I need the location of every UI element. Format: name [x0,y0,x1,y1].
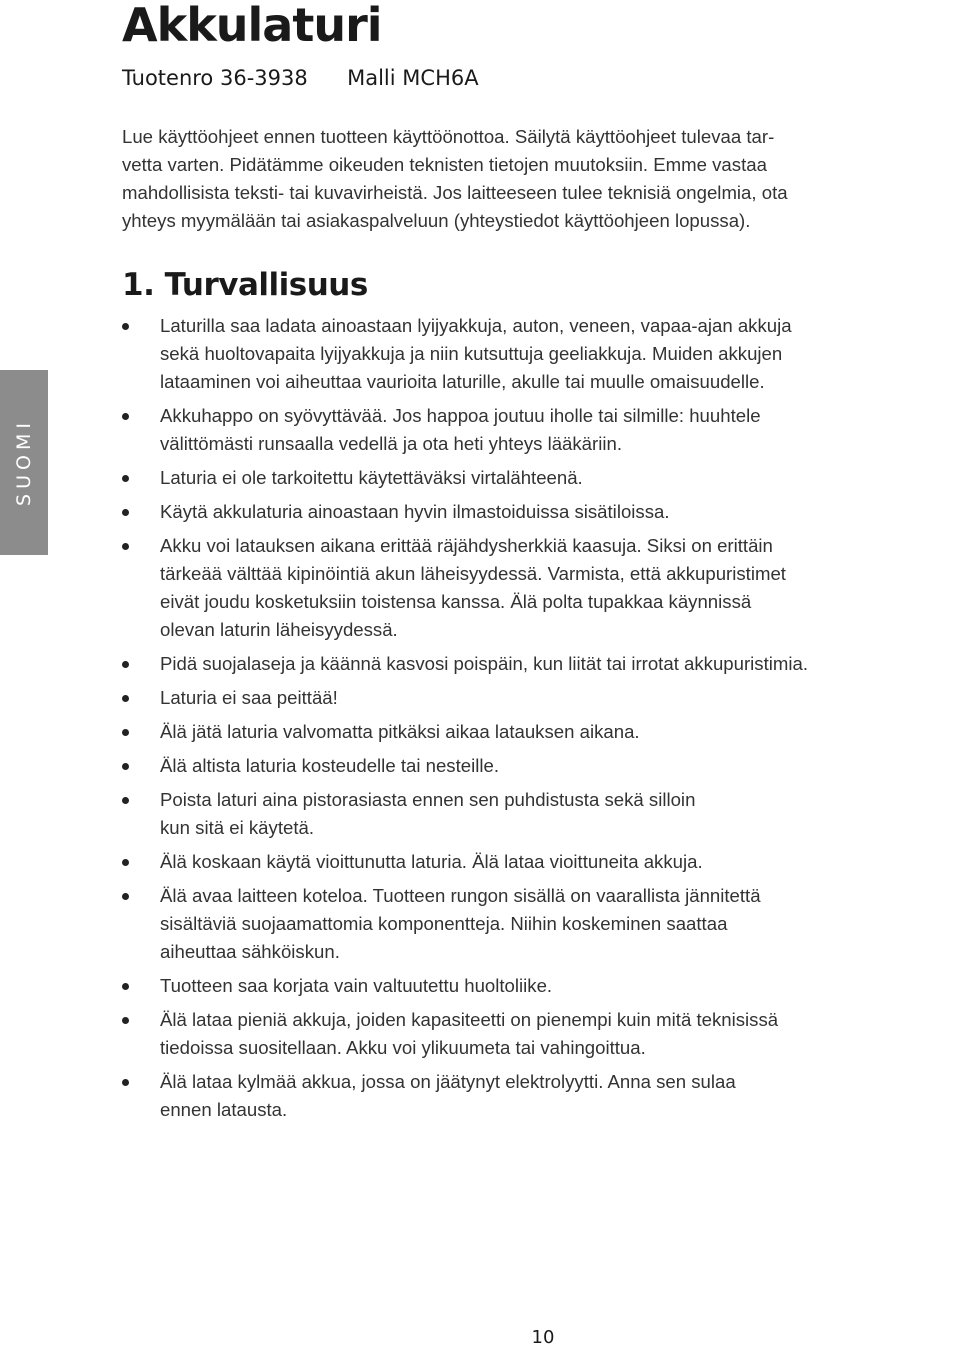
intro-paragraph [122,123,942,235]
bullet-text-line: Älä altista laturia kosteudelle tai nesteille. [160,755,500,776]
model-number: MCH6A [402,66,479,90]
language-tab [0,370,48,555]
safety-bullet-item [122,684,960,712]
bullet-text-line: Älä koskaan käytä vioittunutta laturia. Älä lataa vioittuneita akkuja. [160,851,703,872]
intro-line: Lue käyttöohjeet ennen tuotteen käyttöönottoa. Säilytä käyttöohjeet tulevaa tar- [122,126,775,147]
bullet-text-line: Pidä suojalaseja ja käännä kasvosi poispäin, kun liität tai irrotat akkupuristimia. [160,653,809,674]
bullet-text-line: tiedoissa suositellaan. Akku voi ylikuumeta tai vahingoittua. [160,1037,646,1058]
safety-bullet-item [122,312,960,396]
product-number: 36-3938 [219,66,308,90]
bullet-dot-icon [122,1017,129,1024]
bullet-text-line: Käytä akkulaturia ainoastaan hyvin ilmastoiduissa sisätiloissa. [160,501,670,522]
bullet-dot-icon [122,543,129,550]
intro-line: yhteys myymälään tai asiakaspalveluun (yhteystiedot käyttöohjeen lopussa). [122,210,751,231]
bullet-text-line: eivät joudu kosketuksiin toistensa kanssa. Älä polta tupakkaa käynnissä [160,591,752,612]
bullet-text-line: kun sitä ei käytetä. [160,817,314,838]
safety-bullet-item [122,498,960,526]
bullet-dot-icon [122,695,129,702]
bullet-text-line: Älä lataa pieniä akkuja, joiden kapasiteetti on pienempi kuin mitä teknisissä [160,1009,779,1030]
bullet-dot-icon [122,1079,129,1086]
bullet-dot-icon [122,983,129,990]
bullet-dot-icon [122,323,129,330]
bullet-text-line: Älä jätä laturia valvomatta pitkäksi aikaa latauksen aikana. [160,721,640,742]
bullet-dot-icon [122,797,129,804]
bullet-text-line: Älä lataa kylmää akkua, jossa on jäätynyt elektrolyytti. Anna sen sulaa [160,1071,736,1092]
bullet-text-line: aiheuttaa sähköiskun. [160,941,340,962]
bullet-dot-icon [122,661,129,668]
safety-bullet-item [122,972,960,1000]
bullet-text-line: Poista laturi aina pistorasiasta ennen sen puhdistusta sekä silloin [160,789,696,810]
safety-bullet-item [122,1006,960,1062]
bullet-text-line: Laturia ei ole tarkoitettu käytettäväksi virtalähteenä. [160,467,583,488]
safety-bullet-item [122,848,960,876]
bullet-text-line: ennen latausta. [160,1099,288,1120]
language-tab-label: SUOMI [13,418,35,506]
bullet-text-line: olevan laturin läheisyydessä. [160,619,398,640]
page-number: 10 [531,1327,555,1348]
product-info [122,64,479,92]
safety-bullet-item [122,786,960,842]
model-label: Malli [347,66,396,90]
bullet-dot-icon [122,763,129,770]
bullet-text-line: Laturia ei saa peittää! [160,687,338,708]
section-heading: 1. Turvallisuus [122,267,368,303]
bullet-dot-icon [122,509,129,516]
bullet-dot-icon [122,859,129,866]
safety-bullet-item [122,882,960,966]
safety-bullet-item [122,532,960,644]
bullet-text-line: sekä huoltovapaita lyijyakkuja ja niin kutsuttuja geeliakkuja. Muiden akkujen [160,343,783,364]
intro-line: vetta varten. Pidätämme oikeuden teknisten tietojen muutoksiin. Emme vastaa [122,154,767,175]
bullet-text-line: lataaminen voi aiheuttaa vaurioita laturille, akulle tai muulle omaisuudelle. [160,371,765,392]
safety-bullet-item [122,650,960,678]
safety-bullet-item [122,752,960,780]
bullet-text-line: välittömästi runsaalla vedellä ja ota heti yhteys lääkäriin. [160,433,622,454]
safety-bullet-item [122,402,960,458]
safety-bullet-list [122,312,960,1130]
bullet-dot-icon [122,475,129,482]
safety-bullet-item [122,1068,960,1124]
bullet-text-line: Älä avaa laitteen koteloa. Tuotteen rungon sisällä on vaarallista jännitettä [160,885,761,906]
product-number-label: Tuotenro [122,66,214,90]
safety-bullet-item [122,464,960,492]
bullet-text-line: Akkuhappo on syövyttävää. Jos happoa joutuu iholle tai silmille: huuhtele [160,405,761,426]
bullet-dot-icon [122,893,129,900]
bullet-text-line: Tuotteen saa korjata vain valtuutettu huoltoliike. [160,975,553,996]
page-title: Akkulaturi [122,0,382,52]
bullet-dot-icon [122,729,129,736]
intro-line: mahdollisista teksti- tai kuvavirheistä. Jos laitteeseen tulee teknisiä ongelmia, ota [122,182,788,203]
bullet-text-line: Laturilla saa ladata ainoastaan lyijyakkuja, auton, veneen, vapaa-ajan akkuja [160,315,792,336]
bullet-text-line: sisältäviä suojaamattomia komponentteja. Niihin koskeminen saattaa [160,913,728,934]
safety-bullet-item [122,718,960,746]
bullet-text-line: Akku voi latauksen aikana erittää räjähdysherkkiä kaasuja. Siksi on erittäin [160,535,773,556]
bullet-dot-icon [122,413,129,420]
bullet-text-line: tärkeää välttää kipinöintiä akun läheisyydessä. Varmista, että akkupuristimet [160,563,786,584]
